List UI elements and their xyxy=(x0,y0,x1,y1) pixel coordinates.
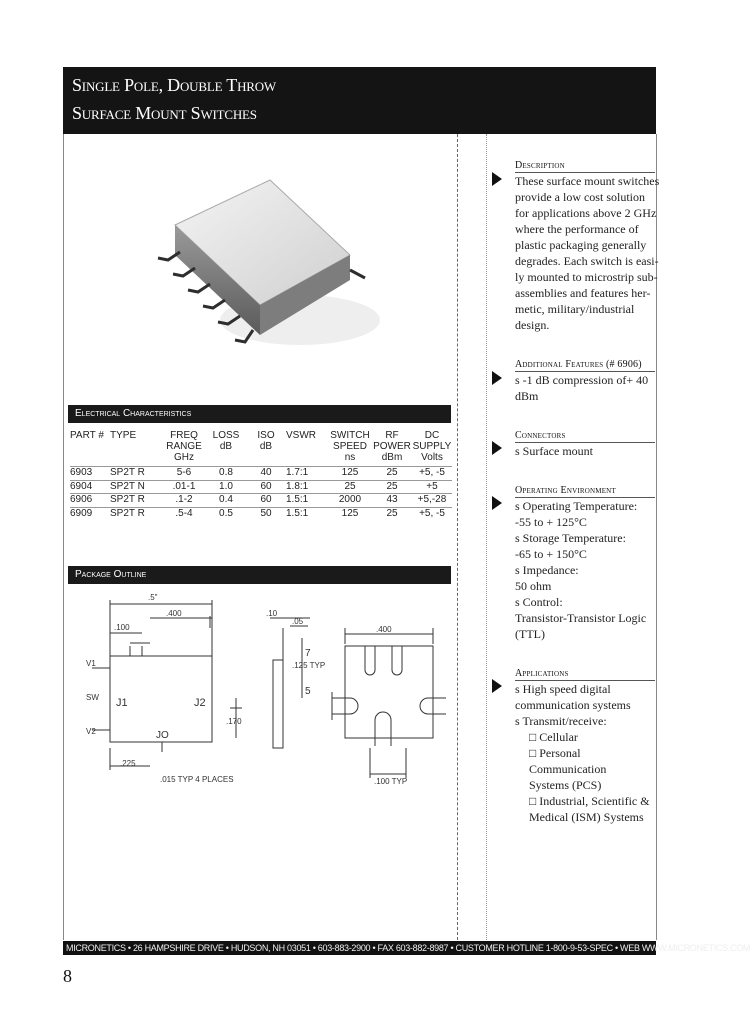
table-row xyxy=(70,494,452,508)
section-line: □ Industrial, Scientific & xyxy=(529,794,650,808)
table-row xyxy=(70,507,452,520)
table-cell: .1-2 xyxy=(162,494,206,508)
table-cell: +5,-28 xyxy=(412,494,452,508)
table-cell: 0.5 xyxy=(206,507,246,520)
table-cell: 60 xyxy=(246,480,286,494)
dim-label: .170 xyxy=(226,717,242,726)
section-line: ly mounted to microstrip sub- xyxy=(515,270,658,284)
column-header xyxy=(206,430,246,467)
section-line: -65 to + 150°C xyxy=(515,547,587,561)
additional-features-section xyxy=(515,359,655,404)
table-cell: 25 xyxy=(372,480,412,494)
section-line: metic, military/industrial xyxy=(515,302,635,316)
table-cell: 5-6 xyxy=(162,467,206,481)
table-cell: 1.5:1 xyxy=(286,507,328,520)
table-cell: +5 xyxy=(412,480,452,494)
dim-label: .5" xyxy=(148,593,158,602)
port-label: J2 xyxy=(194,697,206,709)
table-cell: SP2T R xyxy=(110,494,162,508)
column-header xyxy=(70,430,110,467)
table-cell: 25 xyxy=(372,467,412,481)
column-header-line: POWER xyxy=(373,441,411,452)
table-cell: 125 xyxy=(328,467,372,481)
column-header-line: SPEED xyxy=(333,441,367,452)
dim-label: .015 TYP 4 PLACES xyxy=(160,775,234,784)
column-header xyxy=(162,430,206,467)
table-row xyxy=(70,480,452,494)
table-cell: 60 xyxy=(246,494,286,508)
column-header xyxy=(328,430,372,467)
arrow-icon xyxy=(492,371,502,385)
operating-environment-section xyxy=(515,485,655,642)
column-header-line: PART # xyxy=(70,430,104,441)
column-header-line: Volts xyxy=(421,452,443,463)
section-line: 50 ohm xyxy=(515,579,552,593)
column-header-line: SUPPLY xyxy=(412,441,452,452)
section-line: Systems (PCS) xyxy=(529,778,602,792)
table-cell: 6906 xyxy=(70,494,110,508)
table-cell: 1.5:1 xyxy=(286,494,328,508)
table-cell: .5-4 xyxy=(162,507,206,520)
table-cell: 125 xyxy=(328,507,372,520)
section-line: These surface mount switches xyxy=(515,174,660,188)
package-outline-title: Package Outline xyxy=(68,566,451,584)
table-cell: 1.0 xyxy=(206,480,246,494)
page-footer: MICRONETICS • 26 HAMPSHIRE DRIVE • HUDSON, NH 03051 • 603-883-2900 • FAX 603-882-8987 • CUSTOMER HOTLINE 1-800-9-53-SPEC • WEB WWW.MICRONETICS.COM xyxy=(63,941,656,955)
description-section xyxy=(515,160,659,333)
table-cell: 40 xyxy=(246,467,286,481)
pin-label: V1 xyxy=(86,659,96,668)
section-line: Medical (ISM) Systems xyxy=(529,810,644,824)
section-body xyxy=(515,173,659,333)
section-line: where the performance of xyxy=(515,222,639,236)
arrow-icon xyxy=(492,679,502,693)
section-line: s High speed digital xyxy=(515,682,611,696)
dim-label: .125 TYP xyxy=(292,661,326,670)
table-cell: 0.8 xyxy=(206,467,246,481)
section-title: Applications xyxy=(515,668,655,681)
page-number: 8 xyxy=(63,966,72,986)
section-line: degrades. Each switch is easi- xyxy=(515,254,659,268)
column-header xyxy=(372,430,412,467)
section-body xyxy=(515,372,655,404)
pin-label: 5 xyxy=(305,686,311,697)
section-line: s Storage Temperature: xyxy=(515,531,626,545)
section-line: communication systems xyxy=(515,698,631,712)
section-body xyxy=(515,681,655,825)
package-outline-drawing xyxy=(70,588,452,798)
column-header-line: dBm xyxy=(381,452,403,463)
column-header xyxy=(110,430,162,467)
section-line: (TTL) xyxy=(515,627,545,641)
section-line: Communication xyxy=(529,762,607,776)
table-cell: 6909 xyxy=(70,507,110,520)
header-title-line1: Single Pole, Double Throw xyxy=(72,75,276,95)
column-header-line: dB xyxy=(219,441,233,452)
table-row xyxy=(70,467,452,481)
section-line: s -1 dB compression of+ 40 xyxy=(515,373,649,387)
arrow-icon xyxy=(492,441,502,455)
table-cell: .01-1 xyxy=(162,480,206,494)
column-header-line: GHz xyxy=(174,452,194,463)
column-header xyxy=(246,430,286,467)
column-divider xyxy=(457,134,458,940)
column-header-line: dB xyxy=(259,441,273,452)
section-line: assemblies and features her- xyxy=(515,286,651,300)
dim-label: .05 xyxy=(292,617,304,626)
column-divider-dotted xyxy=(486,134,487,940)
header-title-line2: Surface Mount Switches xyxy=(72,103,257,123)
table-body xyxy=(70,467,452,521)
section-body xyxy=(515,498,655,642)
dim-label: .400 xyxy=(166,609,182,618)
table-cell: SP2T N xyxy=(110,480,162,494)
electrical-characteristics-table xyxy=(70,430,452,520)
column-header-line: VSWR xyxy=(286,430,316,441)
page-header xyxy=(63,67,656,134)
section-line: design. xyxy=(515,318,550,332)
table-cell: 25 xyxy=(328,480,372,494)
table-cell: 25 xyxy=(372,507,412,520)
table-cell: 6904 xyxy=(70,480,110,494)
table-cell: 6903 xyxy=(70,467,110,481)
table-cell: 43 xyxy=(372,494,412,508)
section-line: □ Personal xyxy=(529,746,581,760)
section-line: s Impedance: xyxy=(515,563,579,577)
dim-label: .225 xyxy=(120,759,136,768)
table-cell: SP2T R xyxy=(110,507,162,520)
column-header-line: RF xyxy=(385,430,399,441)
column-header-line: SWITCH xyxy=(330,430,370,441)
section-line: Transistor-Transistor Logic xyxy=(515,611,647,625)
section-line: dBm xyxy=(515,389,539,403)
section-title: Connectors xyxy=(515,430,655,443)
table-cell: +5, -5 xyxy=(412,467,452,481)
section-line: plastic packaging generally xyxy=(515,238,647,252)
table-cell: 2000 xyxy=(328,494,372,508)
column-header-line: RANGE xyxy=(166,441,202,452)
section-body xyxy=(515,443,655,459)
pin-label: V2 xyxy=(86,727,96,736)
section-line: □ Cellular xyxy=(529,730,578,744)
port-label: J1 xyxy=(116,697,128,709)
column-header xyxy=(286,430,328,467)
section-title: Description xyxy=(515,160,655,173)
section-line: s Transmit/receive: xyxy=(515,714,607,728)
table-cell: 50 xyxy=(246,507,286,520)
table-header-row xyxy=(70,430,452,467)
column-header-line: ns xyxy=(344,452,356,463)
connectors-section xyxy=(515,430,655,459)
section-line: -55 to + 125°C xyxy=(515,515,587,529)
pin-label: 7 xyxy=(305,648,311,659)
section-line: s Operating Temperature: xyxy=(515,499,638,513)
column-header-line: FREQ xyxy=(170,430,198,441)
arrow-icon xyxy=(492,496,502,510)
table-cell: 1.8:1 xyxy=(286,480,328,494)
table-cell: SP2T R xyxy=(110,467,162,481)
section-line: for applications above 2 GHz xyxy=(515,206,657,220)
dim-label: .10 xyxy=(266,609,278,618)
section-line: s Surface mount xyxy=(515,444,593,458)
table-cell: 0.4 xyxy=(206,494,246,508)
section-line: provide a low cost solution xyxy=(515,190,645,204)
dim-label: .100 TYP xyxy=(374,777,408,786)
column-header-line: TYPE xyxy=(110,430,137,441)
pin-label: SW xyxy=(86,693,99,702)
section-title: Operating Environment xyxy=(515,485,655,498)
section-line: s Control: xyxy=(515,595,563,609)
column-header-line: ISO xyxy=(257,430,275,441)
arrow-icon xyxy=(492,172,502,186)
column-header-line: LOSS xyxy=(212,430,240,441)
electrical-characteristics-title: Electrical Characteristics xyxy=(68,405,451,423)
product-photo xyxy=(150,160,380,360)
dim-label: .100 xyxy=(114,623,130,632)
port-label: JO xyxy=(156,730,169,741)
section-title: Additional Features (# 6906) xyxy=(515,359,655,372)
dim-label: .400 xyxy=(376,625,392,634)
table-cell: 1.7:1 xyxy=(286,467,328,481)
column-header-line: DC xyxy=(424,430,440,441)
applications-section xyxy=(515,668,655,825)
table-cell: +5, -5 xyxy=(412,507,452,520)
column-header xyxy=(412,430,452,467)
